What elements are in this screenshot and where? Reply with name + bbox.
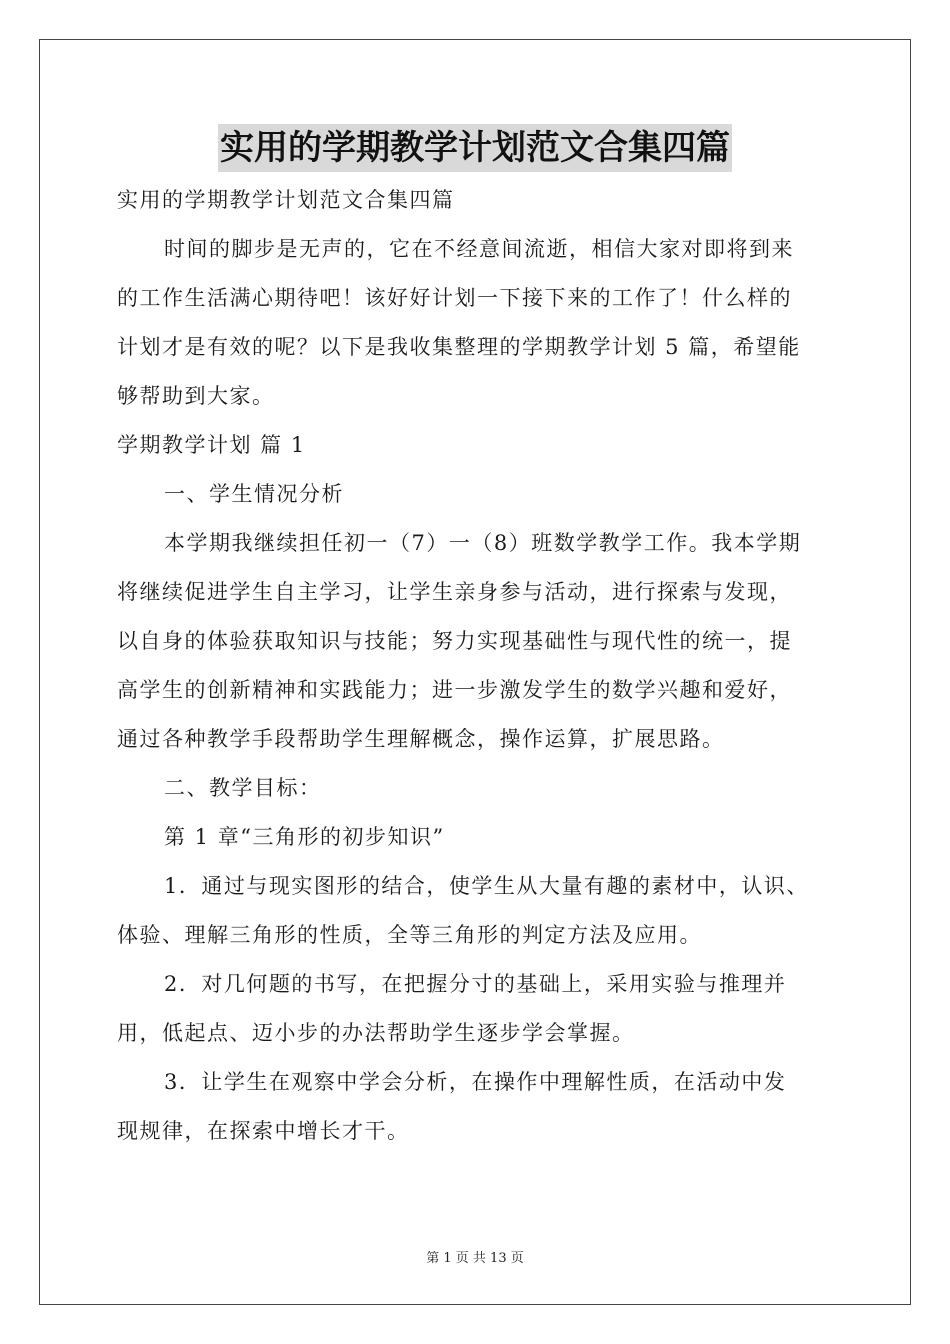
text-line: 够帮助到大家。 bbox=[117, 384, 275, 408]
document-title: 实用的学期教学计划范文合集四篇 bbox=[218, 124, 732, 172]
text-line: 二、教学目标： bbox=[164, 776, 322, 800]
document-body bbox=[117, 176, 833, 1156]
text-line: 学期教学计划 篇 1 bbox=[117, 433, 306, 457]
text-line: 现规律，在探索中增长才干。 bbox=[117, 1119, 410, 1143]
text-line: 计划才是有效的呢？以下是我收集整理的学期教学计划 5 篇，希望能 bbox=[117, 335, 801, 359]
text-line: 实用的学期教学计划范文合集四篇 bbox=[117, 188, 455, 212]
text-line: 一、学生情况分析 bbox=[164, 482, 344, 506]
page-footer: 第 1 页 共 13 页 bbox=[426, 1251, 524, 1266]
text-line: 3．让学生在观察中学会分析，在操作中理解性质，在活动中发 bbox=[164, 1070, 787, 1094]
text-line: 高学生的创新精神和实践能力；进一步激发学生的数学兴趣和爱好， bbox=[117, 678, 792, 702]
text-line: 的工作生活满心期待吧！该好好计划一下接下来的工作了！什么样的 bbox=[117, 286, 792, 310]
text-line: 体验、理解三角形的性质，全等三角形的判定方法及应用。 bbox=[117, 923, 702, 947]
text-line: 2．对几何题的书写，在把握分寸的基础上，采用实验与推理并 bbox=[164, 972, 787, 996]
text-line: 本学期我继续担任初一（7）一（8）班数学教学工作。我本学期 bbox=[164, 531, 802, 555]
title-container bbox=[0, 124, 950, 172]
text-line: 用，低起点、迈小步的办法帮助学生逐步学会掌握。 bbox=[117, 1021, 635, 1045]
text-line: 时间的脚步是无声的，它在不经意间流逝，相信大家对即将到来 bbox=[164, 237, 794, 261]
text-line: 通过各种教学手段帮助学生理解概念，操作运算，扩展思路。 bbox=[117, 727, 725, 751]
text-line: 以自身的体验获取知识与技能；努力实现基础性与现代性的统一，提 bbox=[117, 629, 792, 653]
text-line: 将继续促进学生自主学习，让学生亲身参与活动，进行探索与发现， bbox=[117, 580, 792, 604]
text-line: 1．通过与现实图形的结合，使学生从大量有趣的素材中，认识、 bbox=[164, 874, 809, 898]
text-line: 第 1 章“三角形的初步知识” bbox=[164, 825, 445, 849]
